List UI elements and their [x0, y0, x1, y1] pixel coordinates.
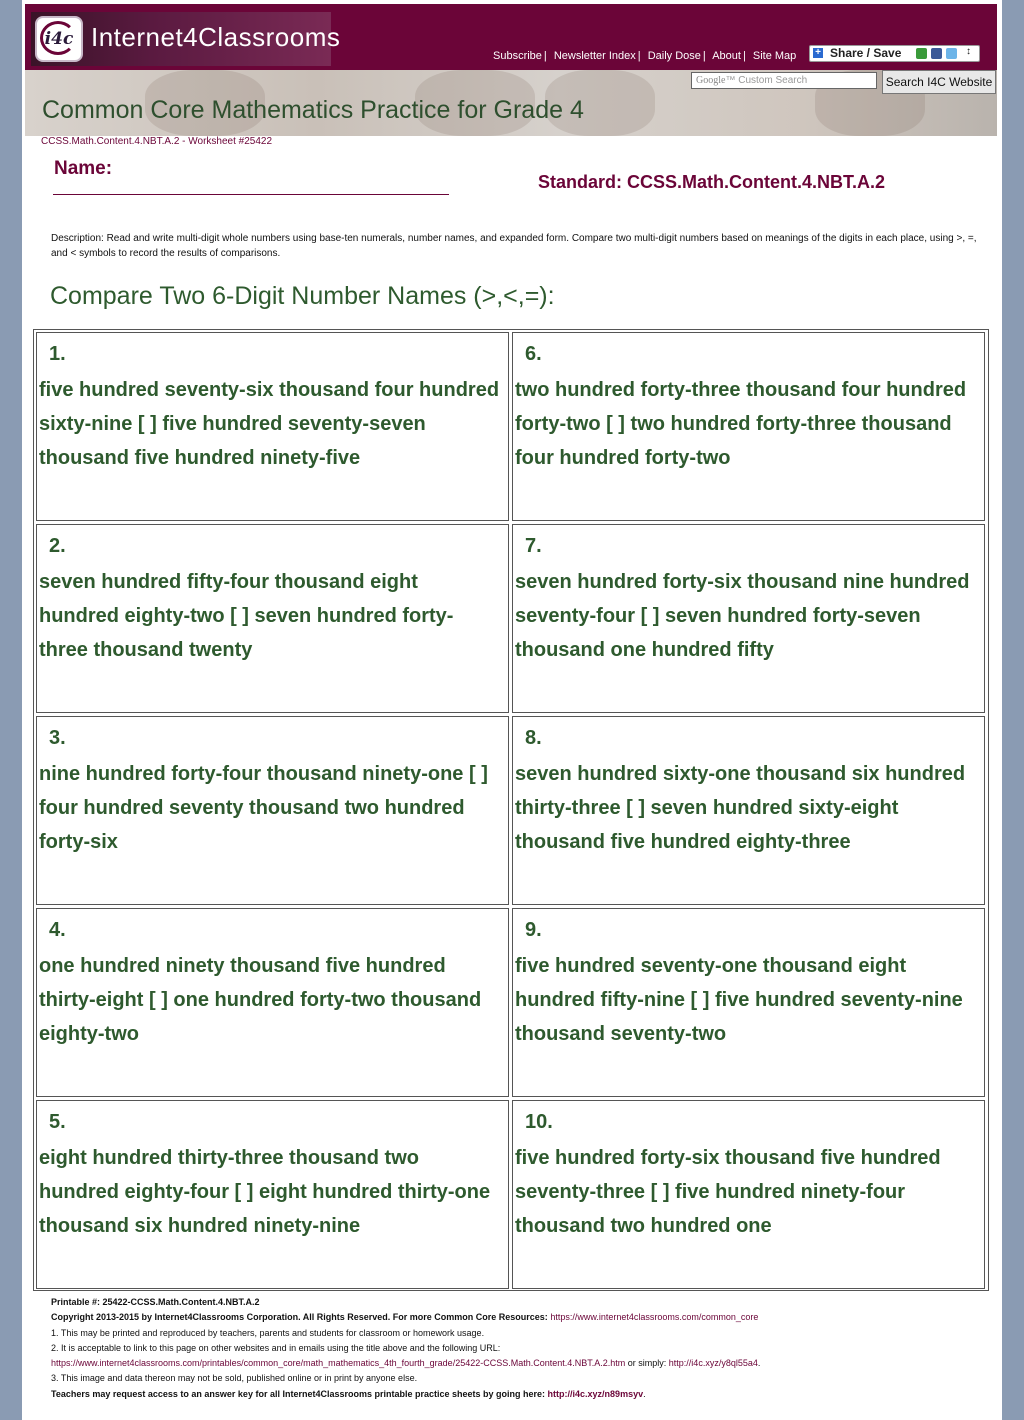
nav-about[interactable]: About: [712, 50, 741, 62]
url-line: https://www.internet4classrooms.com/printables/common_core/math_mathematics_4th_fourth_grade/25422-CCSS.Math.Content.4.NBT.A.2.htm or simply: http://i4c.xyz/y8ql55a4.: [51, 1358, 761, 1369]
usage-line-3: 3. This image and data thereon may not be sold, published online or in print by anyone else.: [51, 1373, 418, 1384]
i4c-logo-icon: [35, 16, 83, 62]
copyright: [51, 1310, 991, 1325]
share-label: Share / Save: [830, 46, 902, 60]
problem-text: eight hundred thirty-three thousand two hundred eighty-four [ ] eight hundred thirty-one thousand six hundred ninety-nine: [39, 1147, 491, 1237]
site-header: [25, 4, 997, 70]
standard-label: Standard: CCSS.Math.Content.4.NBT.A.2: [538, 172, 886, 192]
usage-line-2: 2. It is acceptable to link to this page on other websites and in emails using the title above and the following URL:: [51, 1342, 501, 1353]
problem-cell: [512, 332, 985, 521]
nav-daily-dose[interactable]: Daily Dose: [647, 50, 701, 62]
common-core-link[interactable]: https://www.internet4classrooms.com/common_core: [550, 1312, 759, 1323]
nav-newsletter-index[interactable]: Newsletter Index: [553, 50, 636, 62]
problem-text: seven hundred sixty-one thousand six hundred thirty-three [ ] seven hundred sixty-eight thousand five hundred eighty-three: [515, 763, 966, 853]
problem-cell: [512, 1100, 985, 1289]
usage-line-1: 1. This may be printed and reproduced by teachers, parents and students for classroom or homework usage.: [51, 1327, 485, 1338]
problem-cell: [512, 908, 985, 1097]
chevron-down-icon: ↕: [966, 46, 971, 57]
top-nav: Subscribe | Newsletter Index | Daily Dose | About | Site Map: [493, 50, 797, 62]
problem-number: 10.: [525, 1111, 553, 1133]
search-input[interactable]: Google™ Custom Search: [691, 72, 877, 89]
name-label: Name:: [54, 158, 113, 179]
or-simply: or simply:: [625, 1358, 669, 1369]
problem-cell: [512, 524, 985, 713]
breadcrumb: CCSS.Math.Content.4.NBT.A.2 - Worksheet #25422: [41, 136, 273, 147]
problem-text: five hundred seventy-six thousand four hundred sixty-nine [ ] five hundred seventy-seven thousand five hundred ninety-five: [39, 379, 500, 469]
search-button[interactable]: Search I4C Website: [882, 70, 996, 94]
page-banner: [25, 70, 997, 136]
problems-grid: [33, 329, 989, 1291]
problem-number: 3.: [49, 727, 66, 749]
description: Description: Read and write multi-digit whole numbers using base-ten numerals, number names, and expanded form. Compare two multi-digit numbers based on meanings of the digits in each place, using >, =, and < symbols to record the results of comparisons.: [51, 233, 977, 259]
problem-text: nine hundred forty-four thousand ninety-one [ ] four hundred seventy thousand two hundred forty-six: [39, 763, 488, 853]
problem-number: 9.: [525, 919, 542, 941]
problem-cell: [36, 716, 509, 905]
copyright-text: Copyright 2013-2015 by Internet4Classrooms Corporation. All Rights Reserved. For more Common Core Resources:: [51, 1312, 548, 1323]
problem-text: five hundred seventy-one thousand eight hundred fifty-nine [ ] five hundred seventy-nine thousand seventy-two: [515, 955, 963, 1045]
problem-text: one hundred ninety thousand five hundred thirty-eight [ ] one hundred forty-two thousand eighty-two: [39, 955, 482, 1045]
logo-name: Internet4Classrooms: [91, 22, 341, 52]
teachers-text: Teachers may request access to an answer key for all Internet4Classrooms printable practice sheets by going here:: [51, 1388, 546, 1399]
nav-subscribe[interactable]: Subscribe: [493, 50, 542, 62]
short-url-link[interactable]: http://i4c.xyz/y8ql55a4: [668, 1358, 758, 1369]
problem-cell: [36, 908, 509, 1097]
page-title: Common Core Mathematics Practice for Grade 4: [42, 96, 584, 124]
problem-text: seven hundred fifty-four thousand eight hundred eighty-two [ ] seven hundred forty-three thousand twenty: [39, 571, 454, 661]
problem-number: 2.: [49, 535, 66, 557]
problem-number: 8.: [525, 727, 542, 749]
printable-number: Printable #: 25422-CCSS.Math.Content.4.NBT.A.2: [51, 1297, 260, 1307]
site-logo[interactable]: [31, 12, 341, 66]
share-email-icon: [916, 48, 927, 59]
problem-number: 6.: [525, 343, 542, 365]
answer-key-link[interactable]: http://i4c.xyz/n89msyv: [547, 1388, 644, 1399]
problem-number: 5.: [49, 1111, 66, 1133]
logo-badge-text: i4c: [44, 29, 74, 49]
page: [22, 0, 1002, 1420]
share-save-button[interactable]: [809, 45, 980, 62]
problem-cell: [512, 716, 985, 905]
problem-text: five hundred forty-six thousand five hundred seventy-three [ ] five hundred ninety-four thousand two hundred one: [515, 1147, 941, 1237]
problem-number: 7.: [525, 535, 542, 557]
google-logo: Google: [696, 75, 726, 86]
problem-text: seven hundred forty-six thousand nine hundred seventy-four [ ] seven hundred forty-seven thousand one hundred fifty: [515, 571, 970, 661]
problem-cell: [36, 332, 509, 521]
facebook-icon: [931, 48, 942, 59]
twitter-icon: [946, 48, 957, 59]
problem-cell: [36, 1100, 509, 1289]
problem-cell: [36, 524, 509, 713]
nav-site-map[interactable]: Site Map: [752, 50, 797, 62]
problem-number: 4.: [49, 919, 66, 941]
answer-key-line: Teachers may request access to an answer key for all Internet4Classrooms printable practice sheets by going here: http://i4c.xyz/n89msyv.: [51, 1388, 646, 1399]
search-placeholder: Custom Search: [738, 75, 808, 86]
section-title: Compare Two 6-Digit Number Names (>,<,=):: [50, 282, 555, 310]
worksheet-url-link[interactable]: https://www.internet4classrooms.com/printables/common_core/math_mathematics_4th_fourth_grade/25422-CCSS.Math.Content.4.NBT.A.2.htm: [51, 1358, 626, 1369]
share-plus-icon: +: [813, 48, 823, 58]
problem-number: 1.: [49, 343, 66, 365]
name-line: [53, 194, 449, 195]
problem-text: two hundred forty-three thousand four hundred forty-two [ ] two hundred forty-three thousand four hundred forty-two: [515, 379, 967, 469]
footer: [51, 1295, 991, 1402]
